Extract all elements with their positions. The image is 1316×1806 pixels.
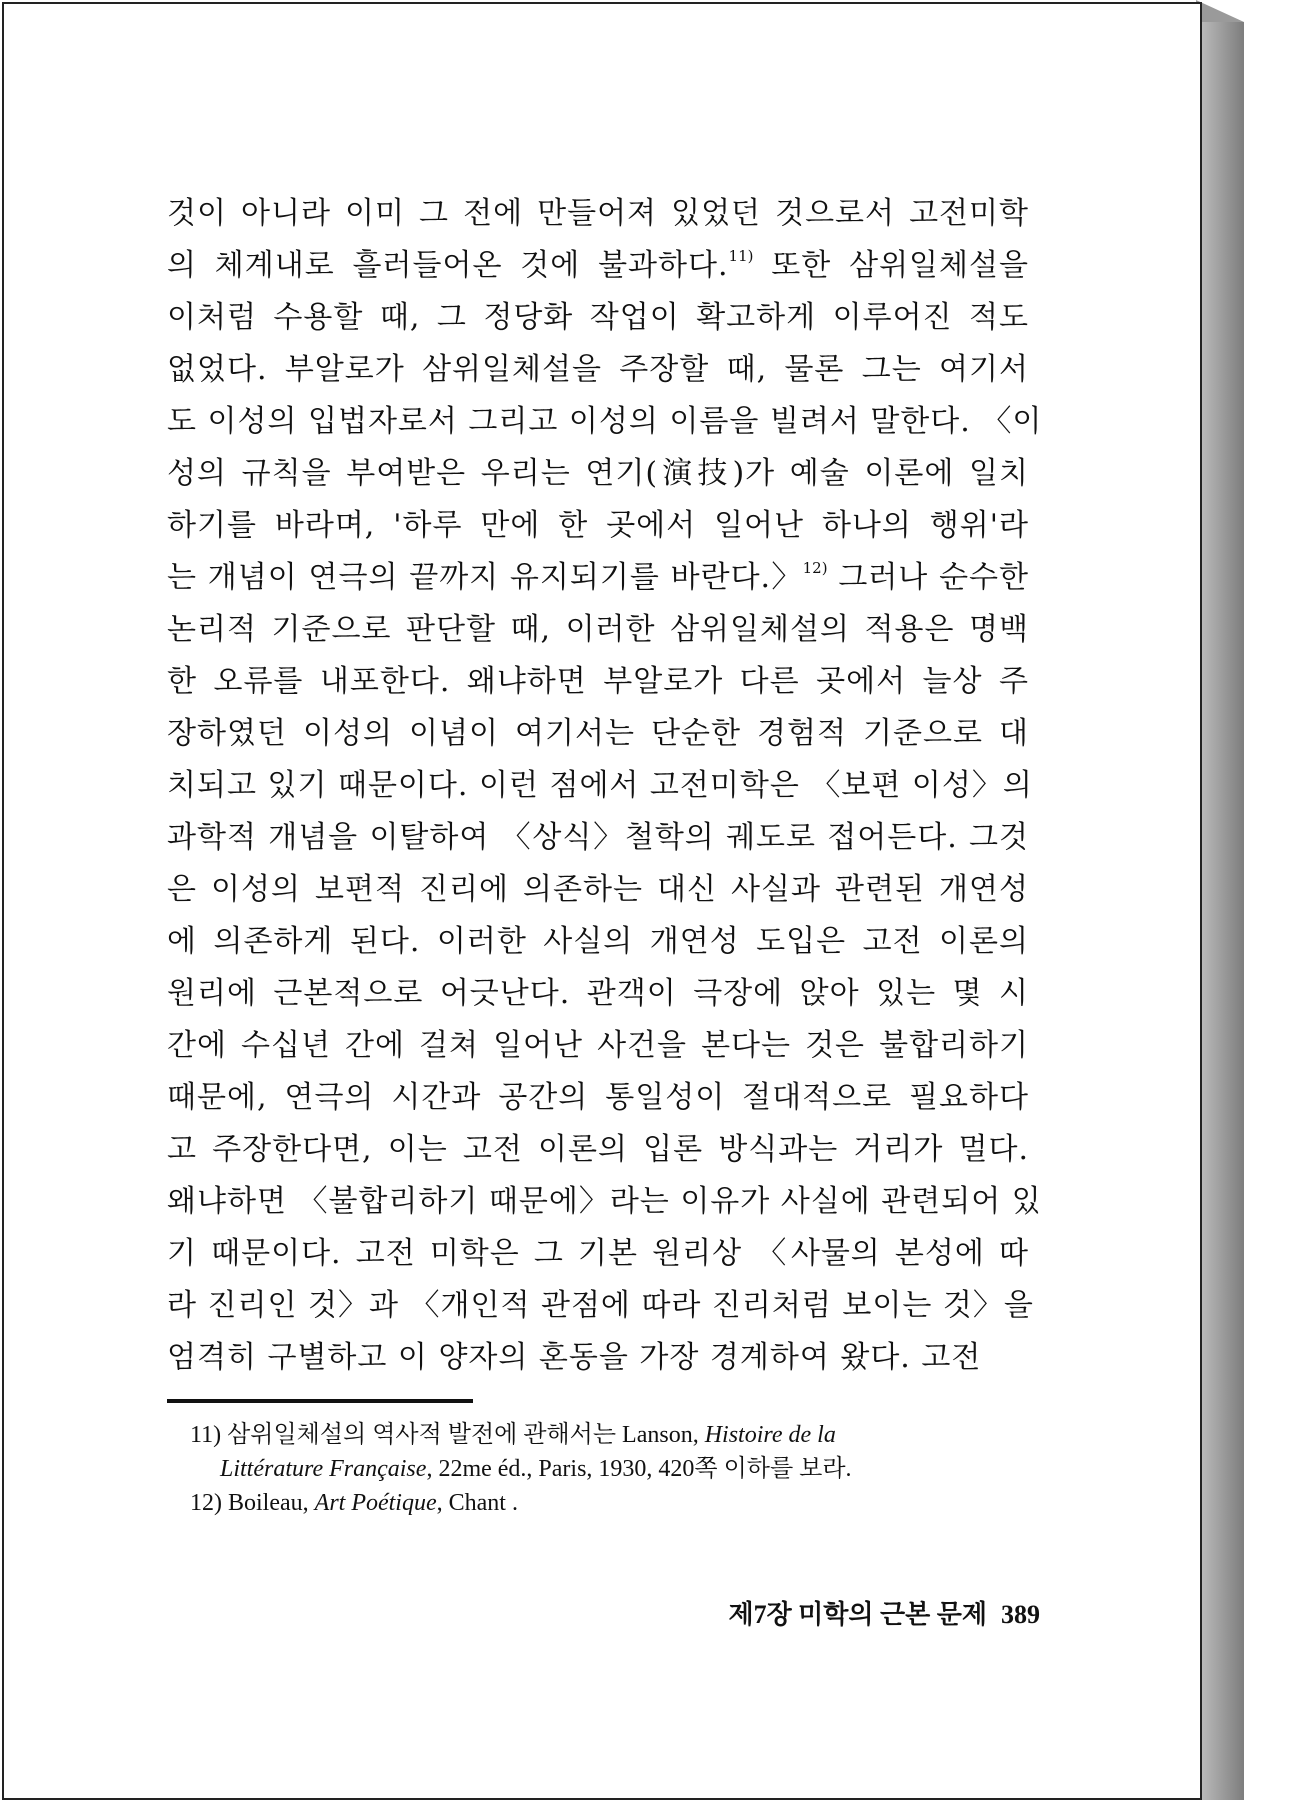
- body-line-13: 과학적 개념을 이탈하여 〈상식〉철학의 궤도로 접어든다. 그것: [167, 820, 1029, 855]
- running-footer: [640, 1594, 1040, 1631]
- body-line-8: 는 개념이 연극의 끝까지 유지되기를 바란다.〉$^{12)}$ 그러나 순수한: [167, 559, 1030, 595]
- body-line-9: 논리적 기준으로 판단할 때, 이러한 삼위일체설의 적용은 명백: [167, 612, 1029, 647]
- footnote-ref-11: 11): [728, 247, 754, 265]
- footnote-ref-12: 12): [802, 559, 828, 577]
- body-line-15: 에 의존하게 된다. 이러한 사실의 개연성 도입은 고전 이론의: [167, 924, 1029, 959]
- body-line-19: 고 주장한다면, 이는 고전 이론의 입론 방식과는 거리가 멀다.: [167, 1132, 1029, 1167]
- page-edge: [1202, 22, 1244, 1800]
- footnote-11-cont: Littérature Française, 22me éd., Paris, 1930, 420쪽 이하를 보라.: [220, 1456, 852, 1482]
- body-line-11: 장하였던 이성의 이념이 여기서는 단순한 경험적 기준으로 대: [167, 716, 1029, 751]
- footnotes: [190, 1418, 1040, 1520]
- footnote-12: 12) Boileau, Art Poétique, Chant .: [190, 1490, 518, 1516]
- body-line-2: 의 체계내로 흘러들어온 것에 불과하다.$^{11)}$ 또한 삼위일체설을: [167, 247, 1029, 283]
- chapter-title: 제7장 미학의 근본 문제: [728, 1600, 987, 1629]
- body-line-16: 원리에 근본적으로 어긋난다. 관객이 극장에 앉아 있는 몇 시: [167, 976, 1029, 1011]
- body-line-17: 간에 수십년 간에 걸쳐 일어난 사건을 본다는 것은 불합리하기: [167, 1028, 1029, 1063]
- footnote-11: 11) 삼위일체설의 역사적 발전에 관해서는 Lanson, Histoire de la: [190, 1422, 836, 1448]
- page-number: 389: [1001, 1600, 1040, 1629]
- body-line-7: 하기를 바라며, '하루 만에 한 곳에서 일어난 하나의 행위'라: [167, 508, 1029, 543]
- body-line-10: 한 오류를 내포한다. 왜냐하면 부알로가 다른 곳에서 늘상 주: [167, 664, 1029, 699]
- body-line-22: 라 진리인 것〉과 〈개인적 관점에 따라 진리처럼 보이는 것〉을: [167, 1288, 1034, 1323]
- body-line-4: 없었다. 부알로가 삼위일체설을 주장할 때, 물론 그는 여기서: [167, 352, 1029, 387]
- footnote-divider: [167, 1399, 473, 1403]
- page-edge-top: [1196, 0, 1244, 22]
- body-line-23: 엄격히 구별하고 이 양자의 혼동을 가장 경계하여 왔다. 고전: [167, 1340, 982, 1375]
- body-line-18: 때문에, 연극의 시간과 공간의 통일성이 절대적으로 필요하다: [167, 1080, 1029, 1115]
- body-line-14: 은 이성의 보편적 진리에 의존하는 대신 사실과 관련된 개연성: [167, 872, 1029, 907]
- body-line-6: 성의 규칙을 부여받은 우리는 연기(演技)가 예술 이론에 일치: [167, 456, 1029, 491]
- body-line-20: 왜냐하면 〈불합리하기 때문에〉라는 이유가 사실에 관련되어 있: [167, 1184, 1042, 1219]
- body-line-1: 것이 아니라 이미 그 전에 만들어져 있었던 것으로서 고전미학: [167, 196, 1029, 231]
- body-line-5: 도 이성의 입법자로서 그리고 이성의 이름을 빌려서 말한다. 〈이: [167, 404, 1043, 439]
- body-line-21: 기 때문이다. 고전 미학은 그 기본 원리상 〈사물의 본성에 따: [167, 1236, 1029, 1271]
- body-line-12: 치되고 있기 때문이다. 이런 점에서 고전미학은 〈보편 이성〉의: [167, 768, 1033, 803]
- body-text: [167, 188, 1043, 1384]
- body-line-3: 이처럼 수용할 때, 그 정당화 작업이 확고하게 이루어진 적도: [167, 300, 1029, 335]
